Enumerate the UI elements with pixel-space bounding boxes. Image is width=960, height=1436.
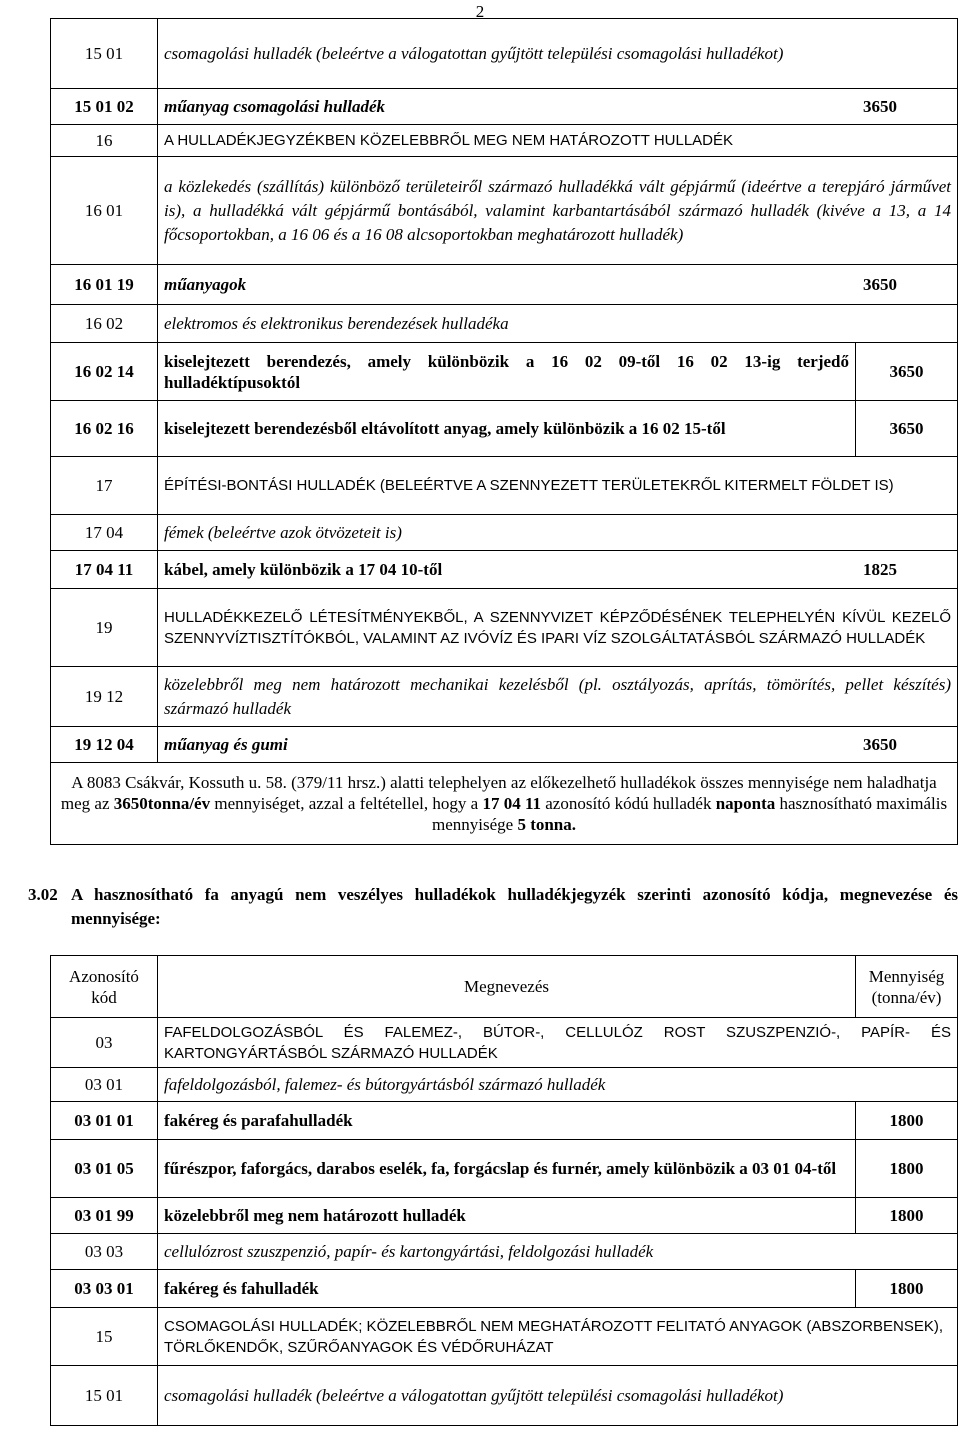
header-code: Azonosító kód xyxy=(51,956,158,1018)
waste-quantity: 1800 xyxy=(856,1102,958,1140)
table-row xyxy=(51,667,958,727)
waste-quantity: 1800 xyxy=(856,1140,958,1198)
waste-quantity: 3650 xyxy=(863,275,897,294)
header-quantity: Mennyiség (tonna/év) xyxy=(856,956,958,1018)
table-row xyxy=(51,551,958,589)
waste-quantity: 1825 xyxy=(863,560,897,579)
waste-code: 19 12 04 xyxy=(51,727,158,763)
table-row xyxy=(51,1270,958,1308)
page-number: 2 xyxy=(475,2,485,21)
waste-name: közelebbről meg nem határozott mechanikai kezelésből (pl. osztályozás, aprítás, tömörítés, pellet készítés) származó hulladék xyxy=(158,667,958,727)
waste-name: ÉPÍTÉSI-BONTÁSI HULLADÉK (BELEÉRTVE A SZENNYEZETT TERÜLETEKRŐL KITERMELT FÖLDET IS) xyxy=(158,457,958,515)
capacity-note: A 8083 Csákvár, Kossuth u. 58. (379/11 hrsz.) alatti telephelyen az előkezelhető hulladékok összes mennyisége nem haladhatja meg az 3650tonna/év mennyiséget, azzal a feltétellel, hogy a 17 04 11 azonosító kódú hulladék naponta hasznosítható maximális mennyisége 5 tonna. xyxy=(51,763,958,845)
table-row xyxy=(51,1234,958,1270)
waste-code: 03 03 01 xyxy=(51,1270,158,1308)
table-row xyxy=(51,305,958,343)
waste-code: 19 12 xyxy=(51,667,158,727)
table-note-row xyxy=(51,763,958,845)
table-row xyxy=(51,1198,958,1234)
waste-name: fémek (beleértve azok ötvözeteit is) xyxy=(158,515,958,551)
waste-code: 03 01 05 xyxy=(51,1140,158,1198)
waste-name: fafeldolgozásból, falemez- és bútorgyártásból származó hulladék xyxy=(158,1068,958,1102)
waste-name: műanyag és gumi xyxy=(164,735,288,754)
waste-code: 15 01 02 xyxy=(51,89,158,125)
waste-code: 17 04 xyxy=(51,515,158,551)
waste-code: 16 xyxy=(51,125,158,157)
waste-name: a közlekedés (szállítás) különböző területeiről származó hulladékká vált gépjármű (ideértve a terepjáró járművet is), a hulladékká vált gépjármű bontásából, valamint karbantartásából származó hulladék (kivéve a 13, a 14 főcsoportokban, a 16 06 és a 16 08 alcsoportokban meghatározott hulladék) xyxy=(158,157,958,265)
section-number: 3.02 xyxy=(28,885,58,904)
table-row xyxy=(51,589,958,667)
waste-name: kábel, amely különbözik a 17 04 10-től xyxy=(164,560,443,579)
waste-name: cellulózrost szuszpenzió, papír- és kartongyártási, feldolgozási hulladék xyxy=(158,1234,958,1270)
header-name: Megnevezés xyxy=(158,956,856,1018)
waste-code: 16 02 14 xyxy=(51,343,158,401)
waste-code: 17 xyxy=(51,457,158,515)
table-row xyxy=(51,343,958,401)
waste-quantity: 3650 xyxy=(863,97,897,116)
table-row xyxy=(51,1140,958,1198)
waste-name: CSOMAGOLÁSI HULLADÉK; KÖZELEBBRŐL NEM MEGHATÁROZOTT FELITATÓ ANYAGOK (ABSZORBENSEK), TÖRLŐKENDŐK, SZŰRŐANYAGOK ÉS VÉDŐRUHÁZAT xyxy=(158,1308,958,1366)
table-header-row xyxy=(51,956,958,1018)
waste-name: A HULLADÉKJEGYZÉKBEN KÖZELEBBRŐL MEG NEM HATÁROZOTT HULLADÉK xyxy=(158,125,958,157)
waste-name: elektromos és elektronikus berendezések hulladéka xyxy=(158,305,958,343)
waste-code: 16 02 xyxy=(51,305,158,343)
waste-code: 19 xyxy=(51,589,158,667)
waste-quantity: 3650 xyxy=(856,401,958,457)
waste-name: műanyagok xyxy=(164,275,247,294)
waste-quantity: 3650 xyxy=(856,343,958,401)
waste-code: 16 01 xyxy=(51,157,158,265)
waste-code: 15 01 xyxy=(51,1366,158,1426)
waste-name: közelebbről meg nem határozott hulladék xyxy=(158,1198,856,1234)
table-row xyxy=(51,19,958,89)
table-row xyxy=(51,1068,958,1102)
table-row xyxy=(51,157,958,265)
waste-code: 03 03 xyxy=(51,1234,158,1270)
waste-name: HULLADÉKKEZELŐ LÉTESÍTMÉNYEKBŐL, A SZENNYVIZET KÉPZŐDÉSÉNEK TELEPHELYÉN KÍVÜL KEZELŐ SZENNYVÍZTISZTÍTÓKBÓL, VALAMINT AZ IVÓVÍZ ÉS IPARI VÍZ SZOLGÁLTATÁSBÓL SZÁRMAZÓ HULLADÉK xyxy=(158,589,958,667)
waste-name: műanyag csomagolási hulladék xyxy=(164,97,386,116)
table-row xyxy=(51,1308,958,1366)
waste-code: 03 01 01 xyxy=(51,1102,158,1140)
waste-name: fűrészpor, faforgács, darabos eselék, fa, forgácslap és furnér, amely különbözik a 03 01 04-től xyxy=(158,1140,856,1198)
table-row xyxy=(51,515,958,551)
table-row xyxy=(51,125,958,157)
waste-name: csomagolási hulladék (beleértve a válogatottan gyűjtött települési csomagolási hulladékot) xyxy=(158,1366,958,1426)
table-row xyxy=(51,727,958,763)
waste-code: 15 xyxy=(51,1308,158,1366)
waste-name: csomagolási hulladék (beleértve a válogatottan gyűjtött települési csomagolási hulladékot) xyxy=(158,19,958,89)
waste-code: 03 01 99 xyxy=(51,1198,158,1234)
waste-code: 17 04 11 xyxy=(51,551,158,589)
waste-quantity: 3650 xyxy=(863,735,897,754)
waste-table-1 xyxy=(50,18,958,845)
waste-name: kiselejtezett berendezés, amely különbözik a 16 02 09-től 16 02 13-ig terjedő hulladéktípusoktól xyxy=(158,343,856,401)
waste-name: fakéreg és fahulladék xyxy=(158,1270,856,1308)
table-row xyxy=(51,89,958,125)
waste-code: 03 xyxy=(51,1018,158,1068)
waste-name: kiselejtezett berendezésből eltávolított anyag, amely különbözik a 16 02 15-től xyxy=(158,401,856,457)
waste-code: 03 01 xyxy=(51,1068,158,1102)
waste-code: 16 02 16 xyxy=(51,401,158,457)
table-row xyxy=(51,401,958,457)
waste-name: fakéreg és parafahulladék xyxy=(158,1102,856,1140)
waste-table-2 xyxy=(50,955,958,1426)
table-row xyxy=(51,1018,958,1068)
waste-name: FAFELDOLGOZÁSBÓL ÉS FALEMEZ-, BÚTOR-, CELLULÓZ ROST SZUSZPENZIÓ-, PAPÍR- ÉS KARTONGYÁRTÁSBÓL SZÁRMAZÓ HULLADÉK xyxy=(158,1018,958,1068)
table-row xyxy=(51,457,958,515)
section-title: A hasznosítható fa anyagú nem veszélyes hulladékok hulladékjegyzék szerinti azonosító kódja, megnevezése és mennyisége: xyxy=(71,885,958,928)
waste-quantity: 1800 xyxy=(856,1270,958,1308)
table-row xyxy=(51,1102,958,1140)
waste-code: 16 01 19 xyxy=(51,265,158,305)
waste-code: 15 01 xyxy=(51,19,158,89)
table-row xyxy=(51,265,958,305)
waste-quantity: 1800 xyxy=(856,1198,958,1234)
table-row xyxy=(51,1366,958,1426)
